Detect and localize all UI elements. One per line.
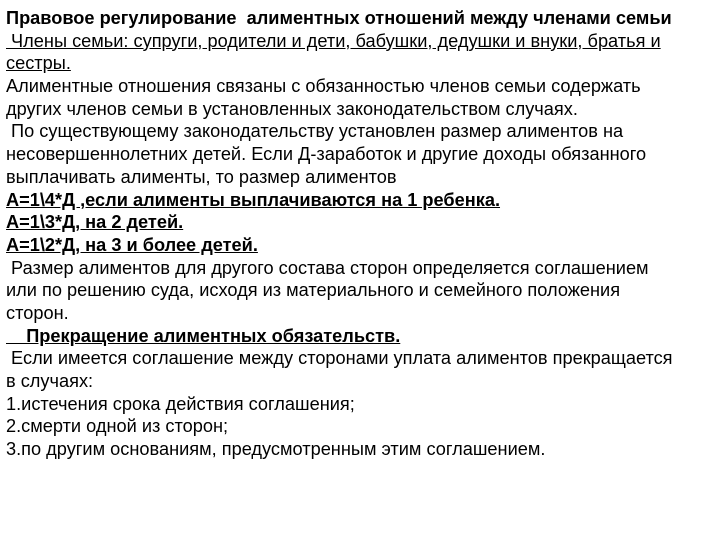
- document-body: [6, 7, 716, 461]
- text-line: сестры.: [6, 53, 71, 74]
- formula-line: А=1\4*Д ,если алименты выплачиваются на 1 ребенка.: [6, 189, 501, 210]
- text-line: выплачивать алименты, то размер алиментов: [6, 166, 397, 187]
- text-line: или по решению суда, исходя из материального и семейного положения: [6, 280, 621, 301]
- text-line: Алиментные отношения связаны с обязанностью членов семьи содержать: [6, 76, 641, 97]
- formula-line: А=1\3*Д, на 2 детей.: [6, 212, 184, 233]
- text-line: По существующему законодательству установлен размер алиментов на: [6, 121, 624, 142]
- text-line: сторон.: [6, 302, 69, 323]
- text-line: Члены семьи: супруги, родители и дети, бабушки, дедушки и внуки, братья и: [6, 30, 661, 51]
- formula-line: А=1\2*Д, на 3 и более детей.: [6, 234, 258, 255]
- section-heading: Прекращение алиментных обязательств.: [6, 325, 401, 346]
- list-item: 2.смерти одной из сторон;: [6, 416, 229, 437]
- text-line: несовершеннолетних детей. Если Д-заработок и другие доходы обязанного: [6, 144, 647, 165]
- text-line: Размер алиментов для другого состава сторон определяется соглашением: [6, 257, 649, 278]
- document-title: Правовое регулирование алиментных отношений между членами семьи: [6, 8, 672, 28]
- list-item: 1.истечения срока действия соглашения;: [6, 393, 355, 414]
- text-line: Если имеется соглашение между сторонами уплата алиментов прекращается: [6, 348, 673, 369]
- text-line: других членов семьи в установленных законодательством случаях.: [6, 98, 578, 119]
- text-line: в случаях:: [6, 371, 94, 391]
- list-item: 3.по другим основаниям, предусмотренным этим соглашением.: [6, 439, 546, 460]
